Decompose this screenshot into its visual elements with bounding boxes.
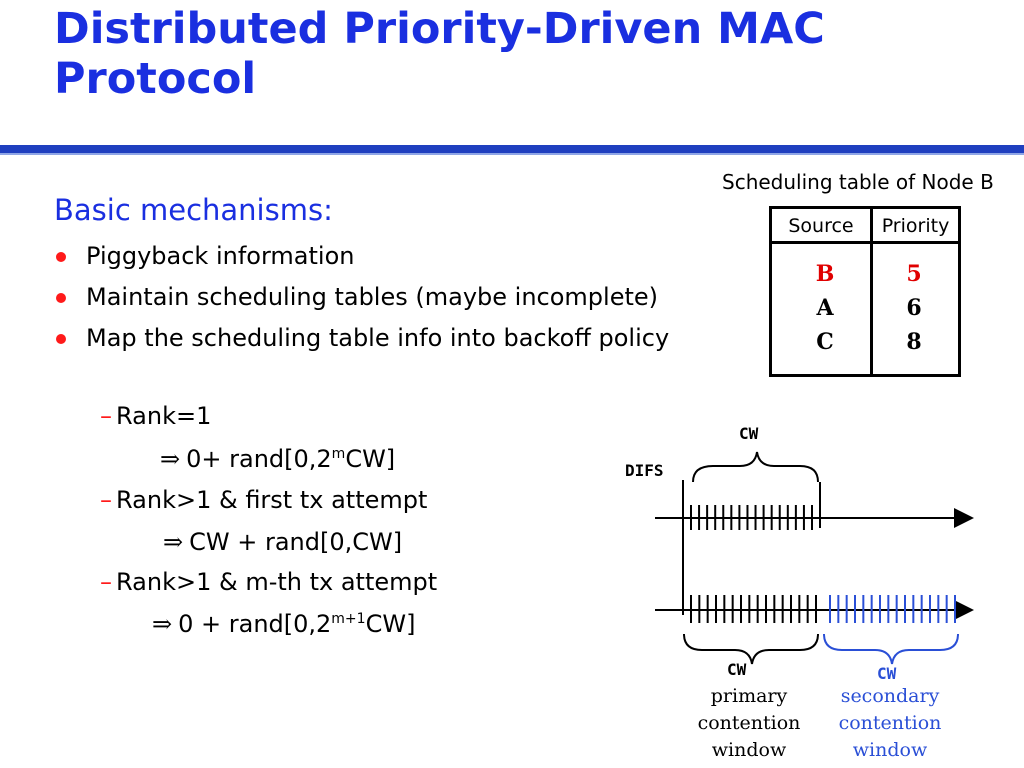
table-cell-source: A [816, 295, 834, 321]
dash-icon: – [100, 402, 112, 430]
rule-rank1-formula: ⇒ $0+ rand[0,2^mCW]$ [160, 445, 396, 473]
slide-title-line1: Distributed Priority-Driven MAC [54, 4, 825, 54]
dash-icon: – [100, 568, 112, 596]
list-item: Piggyback information [54, 236, 669, 277]
list-item: Maintain scheduling tables (maybe incomplete) [54, 277, 669, 318]
secondary-window-caption: secondary contention window [838, 685, 942, 761]
cw-top-label: CW [739, 424, 759, 443]
primary-window-caption: primary contention window [697, 685, 801, 761]
table-header-priority: Priority [881, 215, 950, 237]
rule-rank-mth-formula: ⇒ $0 + rand[0,2^{m+1}CW]$ [152, 610, 416, 638]
list-item: Map the scheduling table info into backoff policy [54, 318, 669, 359]
implies-icon: ⇒ [160, 445, 181, 473]
dash-icon: – [100, 486, 112, 514]
slide-title-line2: Protocol [54, 54, 257, 104]
table-cell-priority: 6 [906, 295, 922, 321]
implies-icon: ⇒ [163, 528, 184, 556]
table-cell-source: B [815, 261, 835, 287]
table-cell-priority: 8 [906, 329, 922, 355]
top-cw-brace [693, 452, 818, 482]
rule-rank1: – Rank=1 [100, 402, 212, 430]
cw-primary-label: CW [727, 660, 747, 679]
table-cell-priority: 5 [906, 261, 922, 287]
rule-rank-mth: – Rank>1 & m-th tx attempt [100, 568, 438, 596]
secondary-cw-brace [824, 634, 958, 664]
schedule-table-title: Scheduling table of Node B [722, 170, 994, 194]
primary-cw-brace [684, 634, 818, 664]
implies-icon: ⇒ [152, 610, 173, 638]
rule-rank-first: – Rank>1 & first tx attempt [100, 486, 428, 514]
table-header-source: Source [788, 215, 854, 237]
rule-rank-first-formula: ⇒ CW + rand[0,CW] [163, 528, 403, 556]
difs-label: DIFS [625, 461, 664, 480]
mechanisms-heading: Basic mechanisms: [54, 193, 333, 227]
table-cell-source: C [816, 329, 834, 355]
cw-secondary-label: CW [877, 664, 897, 683]
